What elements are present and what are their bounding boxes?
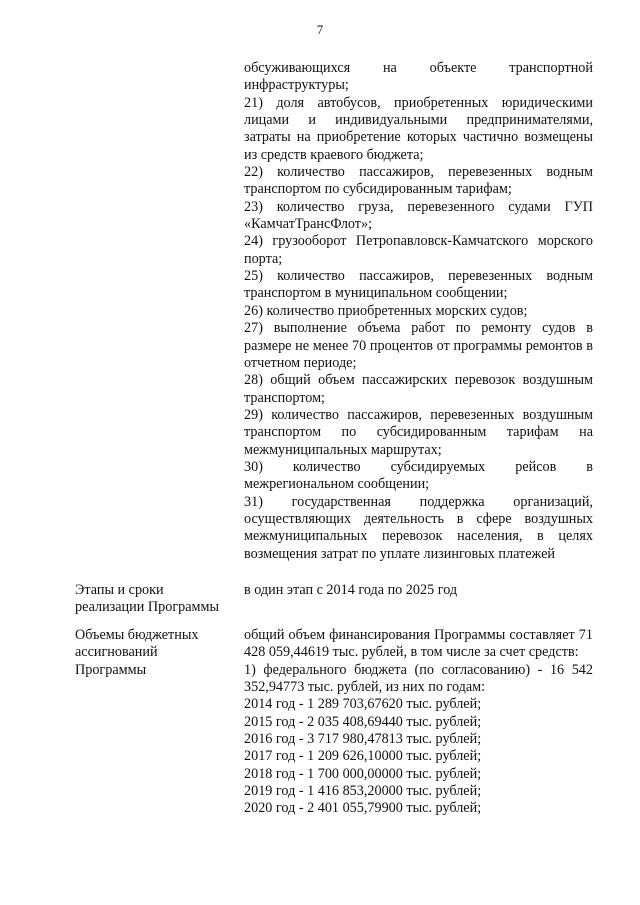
- stages-value: [244, 582, 593, 599]
- budget-year-row: 2020 год - 2 401 055,79900 тыс. рублей;: [244, 800, 482, 817]
- indicator-item: 29) количество пассажиров, перевезенных воздушным транспортом по субсидированным тарифам на межмуниципальных маршрутах;: [244, 406, 593, 458]
- stages-text: в один этап с 2014 года по 2025 год: [244, 582, 458, 598]
- budget-label: [75, 627, 235, 679]
- budget-year-row: 2017 год - 1 209 626,10000 тыс. рублей;: [244, 748, 482, 765]
- indicator-item: 30) количество субсидируемых рейсов в межрегиональном сообщении;: [244, 458, 593, 493]
- budget-value: [244, 627, 593, 818]
- indicator-item: 25) количество пассажиров, перевезенных водным транспортом в муниципальном сообщении;: [244, 268, 593, 302]
- stages-label-line: реализации Программы: [75, 599, 220, 616]
- budget-year-row: 2014 год - 1 289 703,67620 тыс. рублей;: [244, 696, 482, 713]
- budget-label-line: Объемы бюджетных: [75, 627, 199, 643]
- budget-year-row: 2015 год - 2 035 408,69440 тыс. рублей;: [244, 713, 482, 730]
- budget-year-row: 2019 год - 1 416 853,20000 тыс. рублей;: [244, 783, 482, 800]
- stages-label: [75, 582, 235, 617]
- indicator-item: 28) общий объем пассажирских перевозок воздушным транспортом;: [244, 372, 593, 406]
- indicator-item: обсуживающихся на объекте транспортной инфраструктуры;: [244, 60, 593, 94]
- budget-year-row: 2016 год - 3 717 980,47813 тыс. рублей;: [244, 731, 482, 748]
- indicator-item: 22) количество пассажиров, перевезенных водным транспортом по субсидированным тарифам;: [244, 164, 593, 198]
- indicator-item: 26) количество приобретенных морских судов;: [244, 302, 528, 319]
- stages-label-line: Этапы и сроки: [75, 582, 164, 598]
- indicator-item: 27) выполнение объема работ по ремонту судов в размере не менее 70 процентов от программы ремонтов в отчетном периоде;: [244, 320, 593, 371]
- indicator-item: 21) доля автобусов, приобретенных юридическими лицами и индивидуальными предпринимателями, затраты на приобретение которых частично возмещены из средств краевого бюджета;: [244, 94, 593, 163]
- indicator-item: 23) количество груза, перевезенного судами ГУП «КамчатТрансФлот»;: [244, 198, 593, 233]
- program-indicators-list: [244, 60, 593, 563]
- page-number: 7: [316, 22, 324, 37]
- budget-label-line: ассигнований: [75, 644, 158, 661]
- budget-federal: 1) федерального бюджета (по согласованию) - 16 542 352,94773 тыс. рублей, из них по годам:: [244, 661, 593, 696]
- budget-label-line: Программы: [75, 661, 147, 678]
- indicator-item: 31) государственная поддержка организаций, осуществляющих деятельность в сфере воздушных межмуниципальных перевозок населения, в целях возмещения затрат по уплате лизинговых платежей: [244, 493, 593, 562]
- budget-year-row: 2018 год - 1 700 000,00000 тыс. рублей;: [244, 765, 482, 782]
- indicator-item: 24) грузооборот Петропавловск-Камчатского морского порта;: [244, 233, 593, 267]
- budget-total: общий объем финансирования Программы составляет 71 428 059,44619 тыс. рублей, в том числе за счет средств:: [244, 627, 593, 661]
